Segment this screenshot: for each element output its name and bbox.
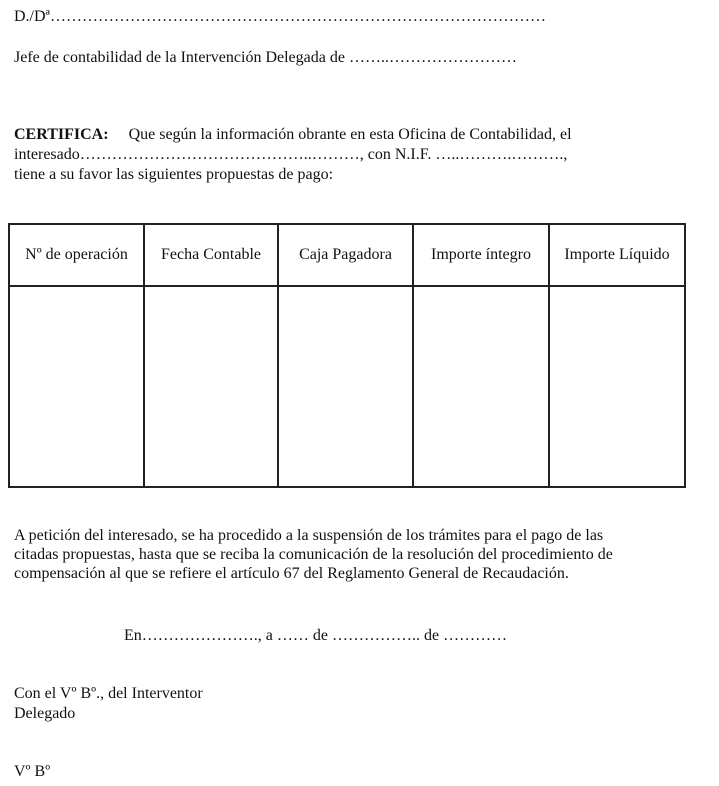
table-cell-empty bbox=[9, 286, 144, 487]
table-header-row bbox=[9, 224, 685, 286]
column-header-paying-cash-office: Caja Pagadora bbox=[278, 224, 413, 286]
vobo-line: Vº Bº bbox=[14, 763, 51, 780]
column-header-gross-amount: Importe íntegro bbox=[413, 224, 549, 286]
certifica-block bbox=[14, 125, 704, 185]
table-cell-empty bbox=[413, 286, 549, 487]
interventor-approval-line: Con el Vº Bº., del Interventor bbox=[14, 685, 203, 702]
payment-proposals-table bbox=[8, 223, 686, 488]
certifica-text-line3: tiene a su favor las siguientes propuestas de pago: bbox=[14, 166, 334, 183]
certifica-text-line2: interesado……………………………………..………, con N.I.F. …..……….………., bbox=[14, 146, 568, 163]
place-date-line: En…………………., a …… de …………….. de ………… bbox=[124, 627, 508, 644]
table-cell-empty bbox=[549, 286, 685, 487]
table-row bbox=[9, 286, 685, 487]
column-header-operation-number: Nº de operación bbox=[9, 224, 144, 286]
accounting-chief-line: Jefe de contabilidad de la Intervención Delegada de ……..…………………… bbox=[14, 49, 517, 66]
petition-line: compensación al que se refiere el artículo 67 del Reglamento General de Recaudación. bbox=[14, 565, 569, 582]
petition-paragraph bbox=[14, 526, 716, 583]
table-cell-empty bbox=[144, 286, 278, 487]
column-header-accounting-date: Fecha Contable bbox=[144, 224, 278, 286]
petition-line: citadas propuestas, hasta que se reciba la comunicación de la resolución del procedimiento de bbox=[14, 546, 613, 563]
addressee-line: D./Dª………………………………………………………………………………… bbox=[14, 8, 546, 25]
column-header-net-amount: Importe Líquido bbox=[549, 224, 685, 286]
table-cell-empty bbox=[278, 286, 413, 487]
certifica-keyword: CERTIFICA: bbox=[14, 126, 109, 143]
certifica-first-row bbox=[14, 125, 704, 145]
petition-line: A petición del interesado, se ha procedido a la suspensión de los trámites para el pago de las bbox=[14, 527, 604, 544]
interventor-delegado-line: Delegado bbox=[14, 705, 76, 722]
certifica-text-line1: Que según la información obrante en esta Oficina de Contabilidad, el bbox=[128, 126, 572, 143]
